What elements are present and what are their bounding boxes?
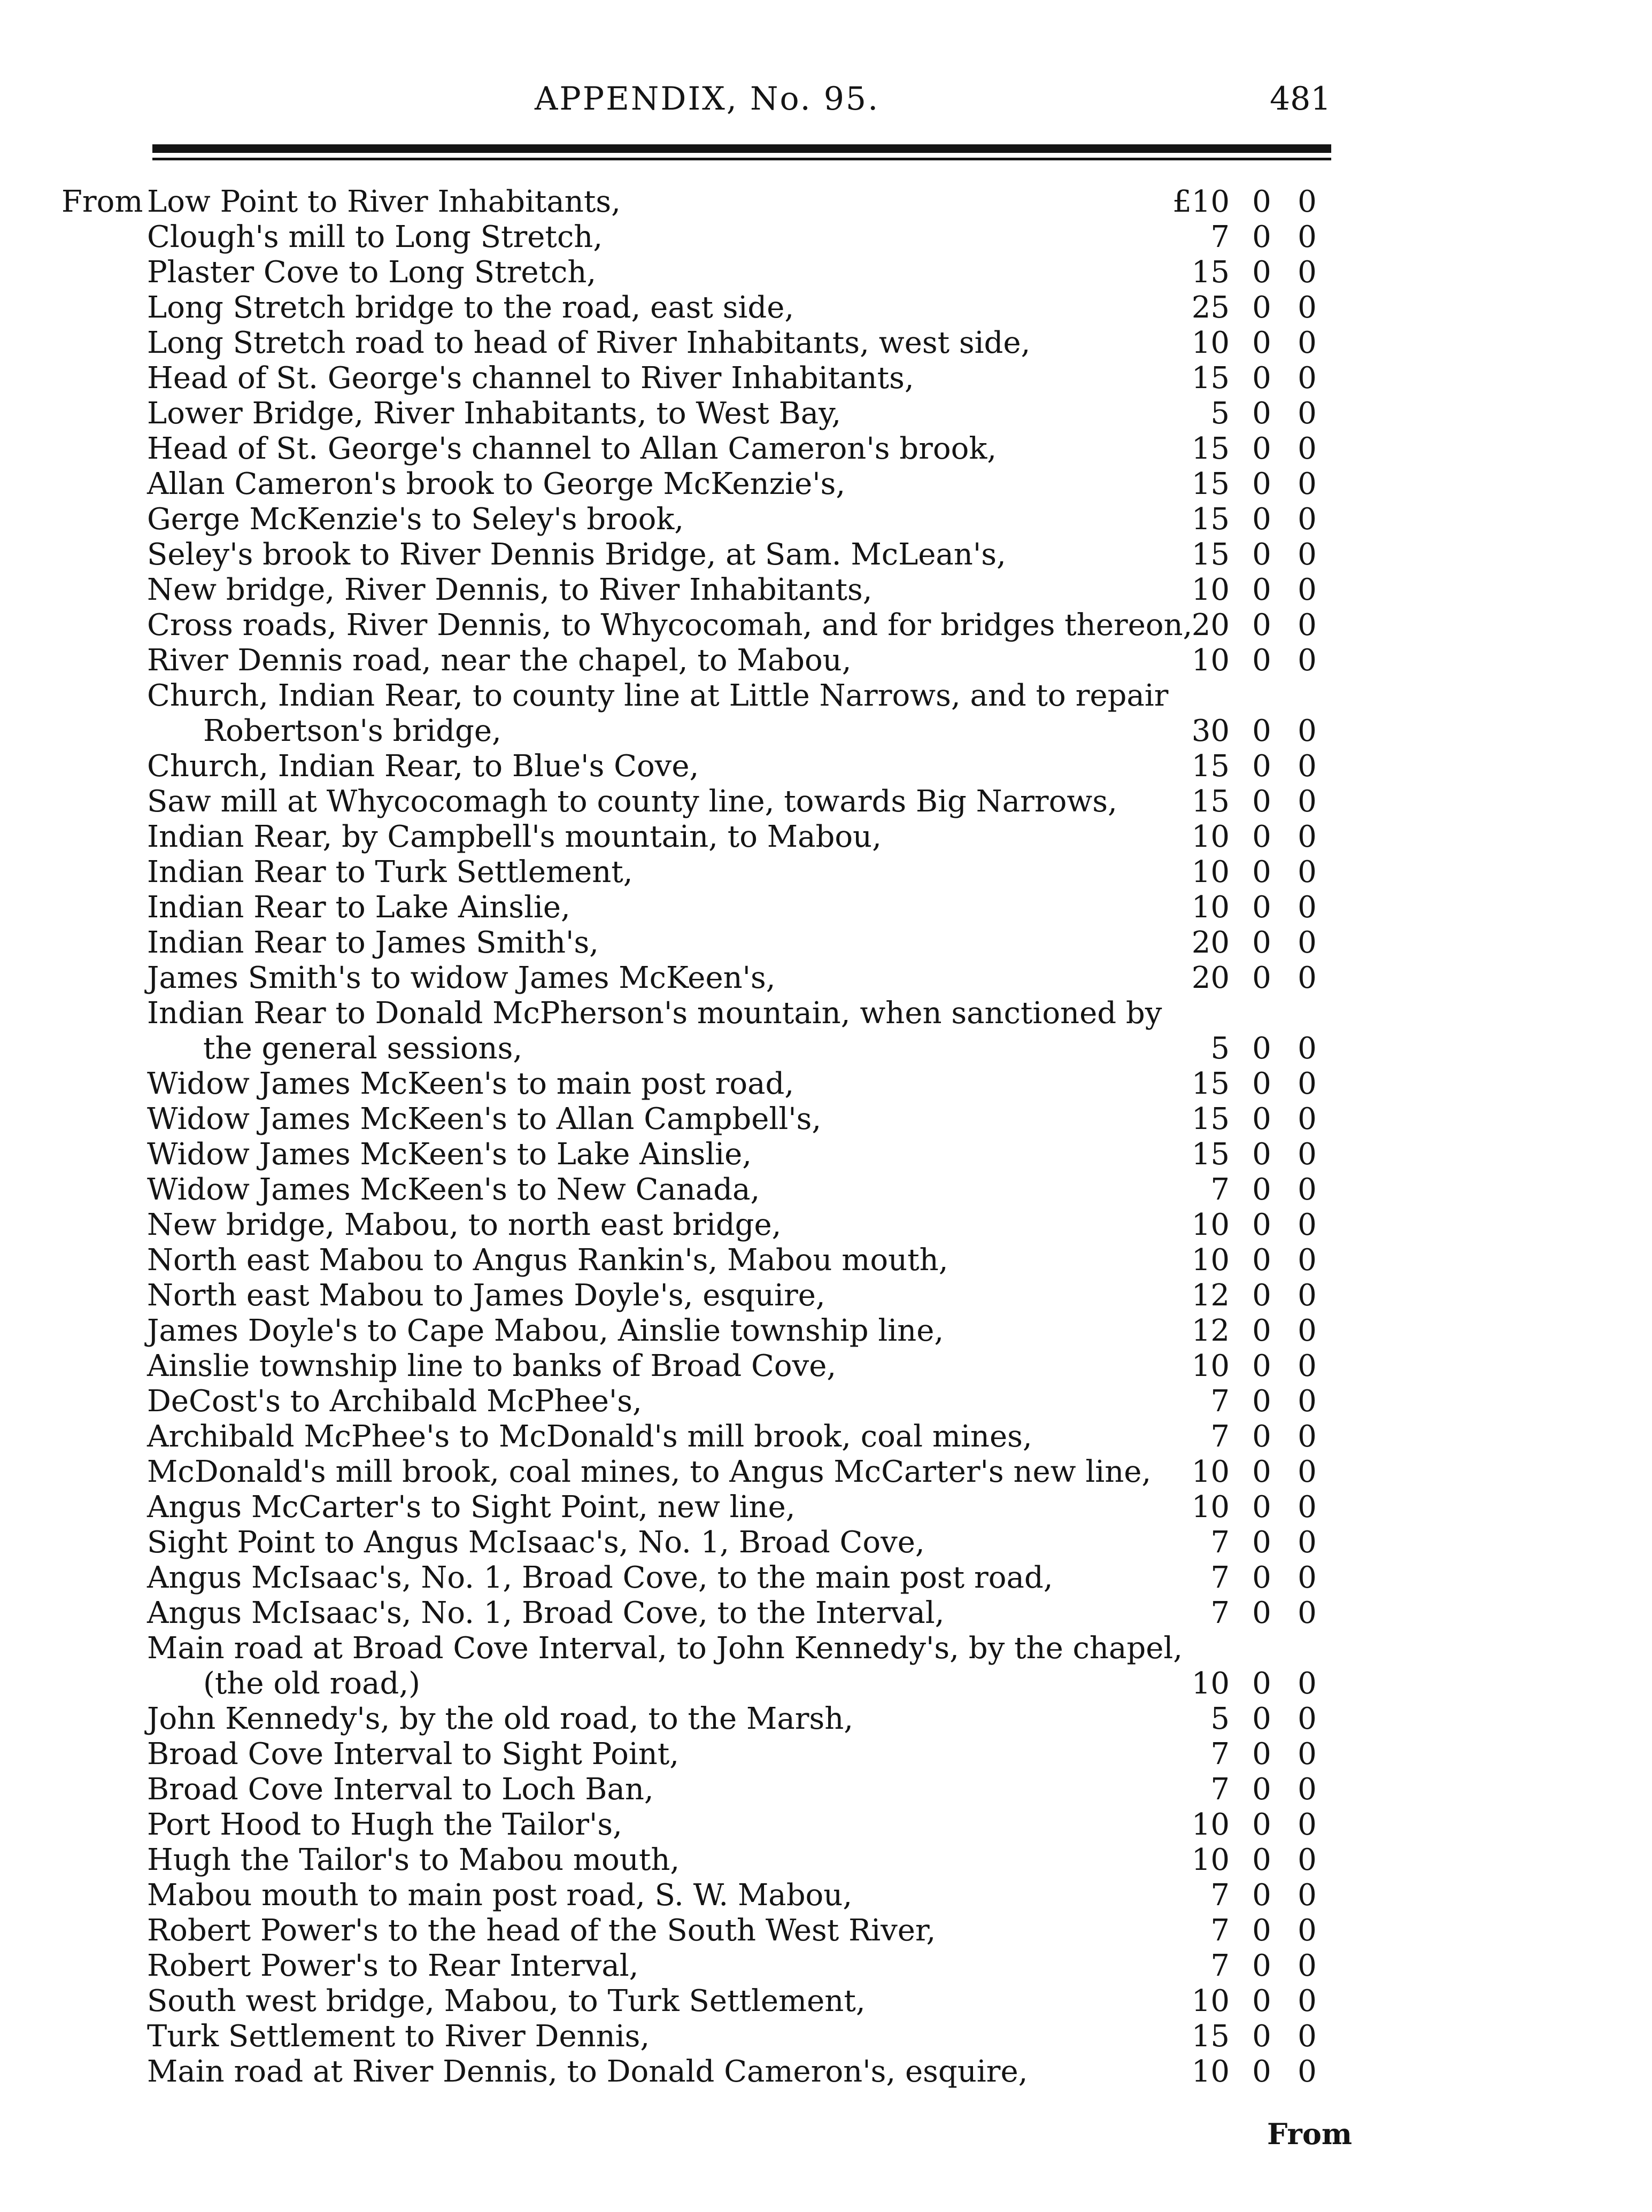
- entry-description: North east Mabou to Angus Rankin's, Mabou mouth,: [147, 1243, 948, 1278]
- amount-pounds: 15: [1191, 784, 1230, 819]
- list-item: [0, 2019, 1652, 2054]
- amount-shillings: 0: [1252, 1137, 1271, 1172]
- amount-pence: 0: [1298, 1208, 1317, 1242]
- amount-pounds: 7: [1210, 1419, 1230, 1454]
- amount-pounds: 10: [1191, 890, 1230, 925]
- amount-pounds: 10: [1191, 643, 1230, 678]
- entry-description: Archibald McPhee's to McDonald's mill brook, coal mines,: [147, 1419, 1032, 1454]
- amount-pounds: 10: [1191, 819, 1230, 854]
- amount-shillings: 0: [1252, 1066, 1271, 1101]
- amount-pence: 0: [1298, 1737, 1317, 1772]
- amount-pounds: 15: [1191, 1102, 1230, 1136]
- entry-description: Indian Rear, by Campbell's mountain, to Mabou,: [147, 819, 882, 854]
- list-item: [0, 1419, 1652, 1455]
- amount-shillings: 0: [1252, 1419, 1271, 1454]
- list-item: [0, 1243, 1652, 1278]
- amount-shillings: 0: [1252, 1525, 1271, 1560]
- amount-pence: 0: [1298, 1525, 1317, 1560]
- entry-description: Long Stretch road to head of River Inhabitants, west side,: [147, 326, 1031, 360]
- entry-description: Hugh the Tailor's to Mabou mouth,: [147, 1843, 680, 1877]
- entry-description: Mabou mouth to main post road, S. W. Mabou,: [147, 1878, 853, 1913]
- list-item: [0, 361, 1652, 396]
- amount-pence: 0: [1298, 1102, 1317, 1136]
- amount-shillings: 0: [1252, 467, 1271, 501]
- entry-description: Long Stretch bridge to the road, east side,: [147, 290, 794, 325]
- amount-shillings: 0: [1252, 855, 1271, 890]
- amount-pounds: 7: [1210, 220, 1230, 254]
- amount-pence: 0: [1298, 1666, 1317, 1701]
- amount-shillings: 0: [1252, 1737, 1271, 1772]
- amount-pounds: 7: [1210, 1384, 1230, 1419]
- amount-pence: 0: [1298, 502, 1317, 537]
- amount-pounds: 20: [1191, 608, 1230, 643]
- amount-shillings: 0: [1252, 2054, 1271, 2089]
- entry-description: Head of St. George's channel to River Inhabitants,: [147, 361, 914, 396]
- amount-shillings: 0: [1252, 326, 1271, 360]
- amount-pounds: 10: [1191, 326, 1230, 360]
- amount-shillings: 0: [1252, 1455, 1271, 1489]
- amount-shillings: 0: [1252, 537, 1271, 572]
- amount-shillings: 0: [1252, 361, 1271, 396]
- amount-shillings: 0: [1252, 184, 1271, 219]
- list-item: [0, 1948, 1652, 1984]
- amount-pounds: 7: [1210, 1772, 1230, 1807]
- amount-pounds: 15: [1191, 467, 1230, 501]
- amount-shillings: 0: [1252, 431, 1271, 466]
- entry-description: Angus McIsaac's, No. 1, Broad Cove, to the Interval,: [147, 1596, 945, 1630]
- amount-shillings: 0: [1252, 1349, 1271, 1383]
- list-item: [0, 537, 1652, 573]
- amount-pence: 0: [1298, 819, 1317, 854]
- entry-description: Broad Cove Interval to Sight Point,: [147, 1737, 680, 1772]
- amount-pounds: 15: [1191, 502, 1230, 537]
- list-item-continuation: [0, 714, 1652, 749]
- amount-pence: 0: [1298, 431, 1317, 466]
- entry-description: James Doyle's to Cape Mabou, Ainslie township line,: [147, 1313, 944, 1348]
- running-head-title: APPENDIX, No. 95.: [535, 80, 880, 118]
- amount-pounds: 10: [1191, 2054, 1230, 2089]
- amount-pence: 0: [1298, 396, 1317, 431]
- amount-pounds: 15: [1191, 1137, 1230, 1172]
- amount-shillings: 0: [1252, 643, 1271, 678]
- entry-description: New bridge, River Dennis, to River Inhabitants,: [147, 573, 873, 607]
- list-item: [0, 1172, 1652, 1208]
- amount-pence: 0: [1298, 220, 1317, 254]
- amount-shillings: 0: [1252, 290, 1271, 325]
- entry-description: Ainslie township line to banks of Broad Cove,: [147, 1349, 837, 1383]
- entry-description: John Kennedy's, by the old road, to the Marsh,: [147, 1701, 854, 1736]
- amount-shillings: 0: [1252, 1172, 1271, 1207]
- entry-description: Indian Rear to Donald McPherson's mountain, when sanctioned by: [147, 996, 1162, 1031]
- amount-pence: 0: [1298, 925, 1317, 960]
- list-item: [0, 1807, 1652, 1843]
- amount-pence: 0: [1298, 714, 1317, 748]
- amount-pence: 0: [1298, 1948, 1317, 1983]
- entry-description: Indian Rear to James Smith's,: [147, 925, 599, 960]
- amount-pence: 0: [1298, 1455, 1317, 1489]
- amount-pounds: 15: [1191, 1066, 1230, 1101]
- entry-description: Angus McCarter's to Sight Point, new line,: [147, 1490, 796, 1525]
- list-item: [0, 996, 1652, 1031]
- amount-shillings: 0: [1252, 819, 1271, 854]
- amount-pounds: 7: [1210, 1878, 1230, 1913]
- amount-pounds: 10: [1191, 1243, 1230, 1278]
- amount-shillings: 0: [1252, 1772, 1271, 1807]
- list-item: [0, 784, 1652, 819]
- amount-pounds: 7: [1210, 1172, 1230, 1207]
- amount-pounds: 5: [1210, 1031, 1230, 1066]
- amount-pounds: 10: [1191, 1208, 1230, 1242]
- amount-shillings: 0: [1252, 502, 1271, 537]
- list-item: [0, 396, 1652, 431]
- amount-shillings: 0: [1252, 573, 1271, 607]
- entry-description: Saw mill at Whycocomagh to county line, towards Big Narrows,: [147, 784, 1117, 819]
- amount-pence: 0: [1298, 1807, 1317, 1842]
- catchword: From: [1267, 2117, 1352, 2151]
- amount-shillings: 0: [1252, 396, 1271, 431]
- amount-pounds: 10: [1191, 1455, 1230, 1489]
- amount-pence: 0: [1298, 1843, 1317, 1877]
- list-item: [0, 1843, 1652, 1878]
- amount-shillings: 0: [1252, 1596, 1271, 1630]
- entry-description: Cross roads, River Dennis, to Whycocomah, and for bridges thereon,: [147, 608, 1193, 643]
- amount-pence: 0: [1298, 1384, 1317, 1419]
- entry-description: Widow James McKeen's to main post road,: [147, 1066, 794, 1101]
- amount-shillings: 0: [1252, 1278, 1271, 1313]
- entry-description: Seley's brook to River Dennis Bridge, at Sam. McLean's,: [147, 537, 1006, 572]
- amount-pounds: 15: [1191, 255, 1230, 290]
- entry-prefix: From: [61, 184, 143, 219]
- list-item: [0, 184, 1652, 220]
- entry-description: North east Mabou to James Doyle's, esquire,: [147, 1278, 825, 1313]
- amount-pounds: 7: [1210, 1913, 1230, 1948]
- amount-pence: 0: [1298, 890, 1317, 925]
- list-item: [0, 290, 1652, 326]
- list-item: [0, 1278, 1652, 1313]
- list-item: [0, 573, 1652, 608]
- amount-shillings: 0: [1252, 1384, 1271, 1419]
- entry-description: Robert Power's to the head of the South West River,: [147, 1913, 936, 1948]
- amount-shillings: 0: [1252, 784, 1271, 819]
- page-number: 481: [1270, 80, 1331, 118]
- amount-pounds: 10: [1191, 573, 1230, 607]
- amount-pounds: 5: [1210, 396, 1230, 431]
- entry-description: Church, Indian Rear, to county line at Little Narrows, and to repair: [147, 678, 1169, 713]
- amount-pounds: 12: [1191, 1313, 1230, 1348]
- amount-shillings: 0: [1252, 1243, 1271, 1278]
- amount-pence: 0: [1298, 1596, 1317, 1630]
- amount-pounds: 15: [1191, 361, 1230, 396]
- header-rule-thick: [152, 144, 1331, 153]
- list-item: [0, 1525, 1652, 1560]
- amount-pence: 0: [1298, 855, 1317, 890]
- amount-shillings: 0: [1252, 220, 1271, 254]
- list-item: [0, 643, 1652, 678]
- amount-pounds: 25: [1191, 290, 1230, 325]
- list-item: [0, 608, 1652, 643]
- entry-description: Plaster Cove to Long Stretch,: [147, 255, 597, 290]
- amount-shillings: 0: [1252, 1984, 1271, 2018]
- amount-pence: 0: [1298, 1419, 1317, 1454]
- amount-shillings: 0: [1252, 1102, 1271, 1136]
- amount-pence: 0: [1298, 361, 1317, 396]
- entry-description: Widow James McKeen's to Allan Campbell's,: [147, 1102, 822, 1136]
- amount-pence: 0: [1298, 1560, 1317, 1595]
- list-item: [0, 819, 1652, 855]
- list-item: [0, 502, 1652, 537]
- amount-pence: 0: [1298, 1913, 1317, 1948]
- entry-description: South west bridge, Mabou, to Turk Settlement,: [147, 1984, 866, 2018]
- amount-pounds: 7: [1210, 1737, 1230, 1772]
- list-item: [0, 1984, 1652, 2019]
- list-item: [0, 1455, 1652, 1490]
- amount-shillings: 0: [1252, 1666, 1271, 1701]
- entry-description: McDonald's mill brook, coal mines, to Angus McCarter's new line,: [147, 1455, 1152, 1489]
- entry-description: Main road at River Dennis, to Donald Cameron's, esquire,: [147, 2054, 1028, 2089]
- entry-description: Sight Point to Angus McIsaac's, No. 1, Broad Cove,: [147, 1525, 925, 1560]
- amount-shillings: 0: [1252, 1913, 1271, 1948]
- list-item-continuation: [0, 1666, 1652, 1701]
- amount-pence: 0: [1298, 537, 1317, 572]
- amount-shillings: 0: [1252, 1807, 1271, 1842]
- amount-pence: 0: [1298, 1313, 1317, 1348]
- amount-shillings: 0: [1252, 1560, 1271, 1595]
- amount-shillings: 0: [1252, 961, 1271, 995]
- amount-pounds: 7: [1210, 1560, 1230, 1595]
- amount-pence: 0: [1298, 1878, 1317, 1913]
- list-item: [0, 925, 1652, 961]
- header-rule-thin: [152, 158, 1331, 160]
- amount-pounds: 10: [1191, 855, 1230, 890]
- list-item: [0, 255, 1652, 290]
- amount-pence: 0: [1298, 1172, 1317, 1207]
- amount-shillings: 0: [1252, 1843, 1271, 1877]
- list-item: [0, 1737, 1652, 1772]
- amount-pounds: £10: [1172, 184, 1230, 219]
- amount-pounds: 10: [1191, 1843, 1230, 1877]
- entry-description: Broad Cove Interval to Loch Ban,: [147, 1772, 654, 1807]
- list-item: [0, 1878, 1652, 1913]
- amount-shillings: 0: [1252, 925, 1271, 960]
- entry-description: Robertson's bridge,: [203, 714, 501, 748]
- amount-pounds: 15: [1191, 431, 1230, 466]
- amount-pence: 0: [1298, 1701, 1317, 1736]
- amount-pounds: 5: [1210, 1701, 1230, 1736]
- amount-pence: 0: [1298, 1349, 1317, 1383]
- amount-pounds: 10: [1191, 1349, 1230, 1383]
- entry-description: Gerge McKenzie's to Seley's brook,: [147, 502, 684, 537]
- entry-description: Church, Indian Rear, to Blue's Cove,: [147, 749, 699, 784]
- amount-pence: 0: [1298, 2054, 1317, 2089]
- amount-pounds: 10: [1191, 1666, 1230, 1701]
- list-item: [0, 1913, 1652, 1948]
- amount-pence: 0: [1298, 290, 1317, 325]
- list-item: [0, 1137, 1652, 1172]
- list-item: [0, 326, 1652, 361]
- amount-pounds: 10: [1191, 1490, 1230, 1525]
- entry-description: the general sessions,: [203, 1031, 523, 1066]
- list-item: [0, 1701, 1652, 1737]
- amount-shillings: 0: [1252, 749, 1271, 784]
- amount-pence: 0: [1298, 643, 1317, 678]
- list-item-continuation: [0, 1031, 1652, 1066]
- entry-description: River Dennis road, near the chapel, to Mabou,: [147, 643, 852, 678]
- amount-pence: 0: [1298, 184, 1317, 219]
- amount-shillings: 0: [1252, 1701, 1271, 1736]
- list-item: [0, 1384, 1652, 1419]
- entry-description: Indian Rear to Lake Ainslie,: [147, 890, 570, 925]
- entry-description: Turk Settlement to River Dennis,: [147, 2019, 650, 2054]
- list-item: [0, 1208, 1652, 1243]
- list-item: [0, 890, 1652, 925]
- amount-pence: 0: [1298, 255, 1317, 290]
- amount-pounds: 15: [1191, 749, 1230, 784]
- list-item: [0, 1349, 1652, 1384]
- amount-pounds: 30: [1191, 714, 1230, 748]
- entry-description: Main road at Broad Cove Interval, to John Kennedy's, by the chapel,: [147, 1631, 1183, 1666]
- list-item: [0, 855, 1652, 890]
- amount-shillings: 0: [1252, 1313, 1271, 1348]
- entry-description: Lower Bridge, River Inhabitants, to West Bay,: [147, 396, 842, 431]
- entry-description: Indian Rear to Turk Settlement,: [147, 855, 633, 890]
- amount-pounds: 20: [1191, 925, 1230, 960]
- amount-shillings: 0: [1252, 1208, 1271, 1242]
- amount-shillings: 0: [1252, 2019, 1271, 2054]
- list-item: [0, 2054, 1652, 2090]
- amount-pounds: 15: [1191, 2019, 1230, 2054]
- list-item: [0, 1313, 1652, 1349]
- amount-pence: 0: [1298, 573, 1317, 607]
- amount-pence: 0: [1298, 961, 1317, 995]
- amount-shillings: 0: [1252, 1878, 1271, 1913]
- amount-shillings: 0: [1252, 1490, 1271, 1525]
- amount-pounds: 7: [1210, 1596, 1230, 1630]
- entry-description: Widow James McKeen's to New Canada,: [147, 1172, 760, 1207]
- amount-pence: 0: [1298, 1278, 1317, 1313]
- list-item: [0, 1102, 1652, 1137]
- amount-pounds: 12: [1191, 1278, 1230, 1313]
- amount-pence: 0: [1298, 467, 1317, 501]
- list-item: [0, 1596, 1652, 1631]
- entry-description: New bridge, Mabou, to north east bridge,: [147, 1208, 782, 1242]
- amount-pence: 0: [1298, 1243, 1317, 1278]
- amount-pence: 0: [1298, 1772, 1317, 1807]
- amount-pence: 0: [1298, 784, 1317, 819]
- list-item: [0, 431, 1652, 467]
- list-item: [0, 678, 1652, 714]
- entry-description: DeCost's to Archibald McPhee's,: [147, 1384, 642, 1419]
- list-item: [0, 961, 1652, 996]
- entry-description: Widow James McKeen's to Lake Ainslie,: [147, 1137, 752, 1172]
- entry-description: (the old road,): [203, 1666, 420, 1701]
- amount-pence: 0: [1298, 1490, 1317, 1525]
- amount-pence: 0: [1298, 326, 1317, 360]
- list-item: [0, 749, 1652, 784]
- list-item: [0, 220, 1652, 255]
- list-item: [0, 1772, 1652, 1807]
- entry-description: James Smith's to widow James McKeen's,: [147, 961, 776, 995]
- list-item: [0, 1560, 1652, 1596]
- amount-pounds: 10: [1191, 1984, 1230, 2018]
- amount-shillings: 0: [1252, 1031, 1271, 1066]
- amount-shillings: 0: [1252, 890, 1271, 925]
- list-item: [0, 1490, 1652, 1525]
- amount-pence: 0: [1298, 1984, 1317, 2018]
- amount-shillings: 0: [1252, 255, 1271, 290]
- amount-shillings: 0: [1252, 608, 1271, 643]
- entry-description: Allan Cameron's brook to George McKenzie's,: [147, 467, 846, 501]
- amount-pence: 0: [1298, 1031, 1317, 1066]
- entry-description: Low Point to River Inhabitants,: [147, 184, 621, 219]
- list-item: [0, 467, 1652, 502]
- entry-description: Angus McIsaac's, No. 1, Broad Cove, to the main post road,: [147, 1560, 1053, 1595]
- amount-pounds: 15: [1191, 537, 1230, 572]
- amount-pence: 0: [1298, 608, 1317, 643]
- amount-pounds: 7: [1210, 1525, 1230, 1560]
- list-item: [0, 1066, 1652, 1102]
- amount-pounds: 10: [1191, 1807, 1230, 1842]
- amount-pence: 0: [1298, 1137, 1317, 1172]
- entry-description: Clough's mill to Long Stretch,: [147, 220, 603, 254]
- entry-description: Head of St. George's channel to Allan Cameron's brook,: [147, 431, 997, 466]
- amount-pence: 0: [1298, 2019, 1317, 2054]
- list-item: [0, 1631, 1652, 1666]
- amount-pence: 0: [1298, 1066, 1317, 1101]
- amount-pence: 0: [1298, 749, 1317, 784]
- entry-description: Port Hood to Hugh the Tailor's,: [147, 1807, 622, 1842]
- amount-shillings: 0: [1252, 1948, 1271, 1983]
- amount-shillings: 0: [1252, 714, 1271, 748]
- amount-pounds: 7: [1210, 1948, 1230, 1983]
- amount-pounds: 20: [1191, 961, 1230, 995]
- entry-description: Robert Power's to Rear Interval,: [147, 1948, 639, 1983]
